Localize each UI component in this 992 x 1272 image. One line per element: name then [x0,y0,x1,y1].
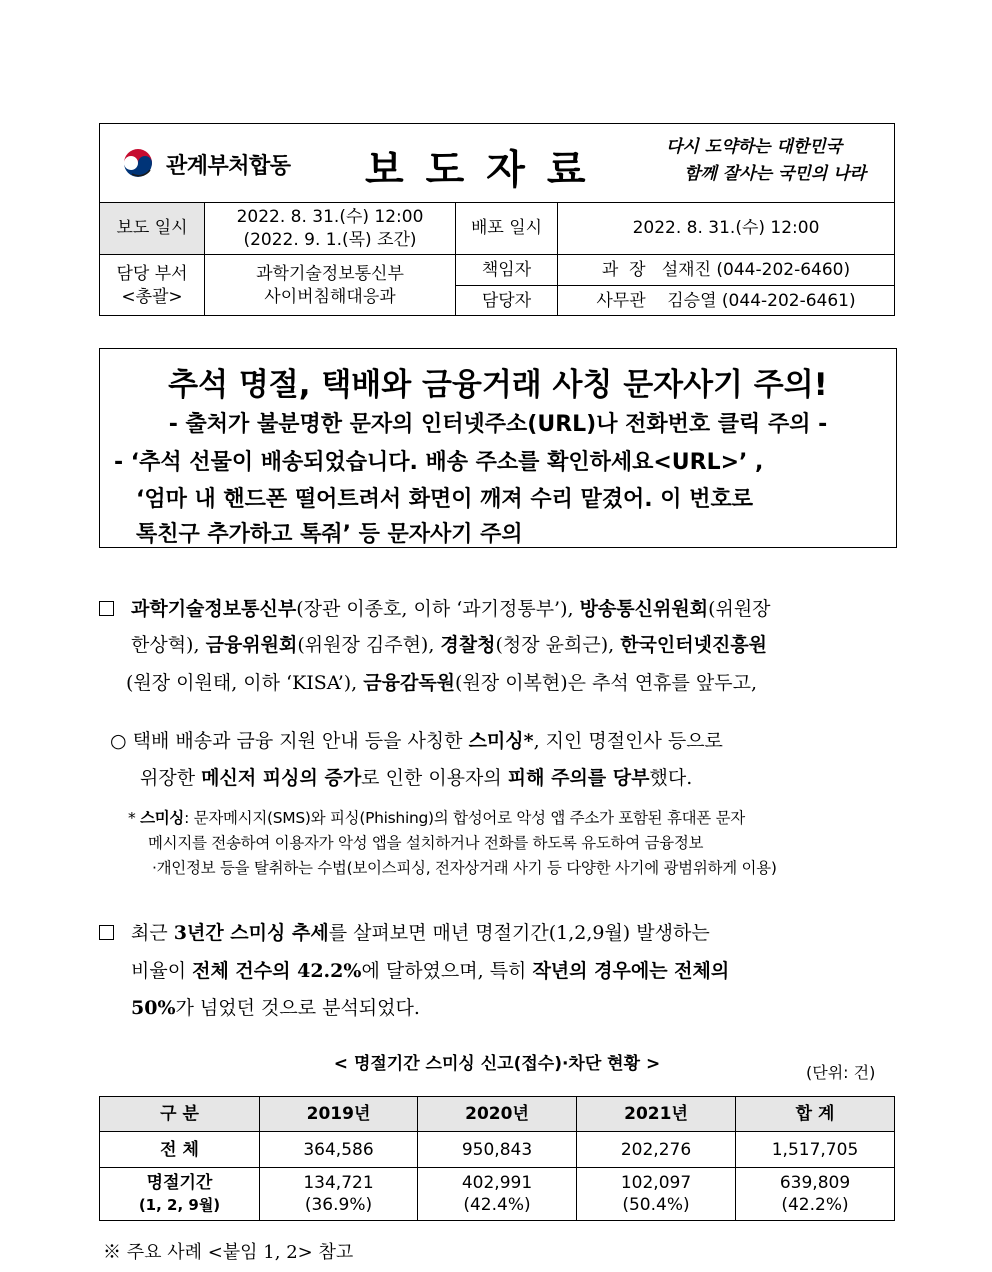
cell-value: 402,991 [461,1173,533,1193]
table-header-cell [260,1097,417,1131]
table-header-cell [418,1097,576,1131]
text-segment: 최근 [131,922,174,944]
header-label: 2021년 [624,1104,688,1124]
distribution-label: 배포 일시 [470,218,543,238]
paragraph-3-line-3 [131,993,420,1020]
paragraph-1-line-1 [131,594,771,621]
table-cell [736,1168,894,1220]
headline-title: 추석 명절, 택배와 금융거래 사칭 문자사기 주의! [168,367,828,403]
table-cell [260,1132,417,1167]
text-segment: 위장한 [140,767,202,789]
row-label-sub: (1, 2, 9월) [138,1196,221,1214]
slogan-line-1: 다시 도약하는 대한민국 [666,137,843,157]
dept-value-cell [205,255,455,316]
text-segment: 한상혁), [131,634,206,656]
paragraph-2-line-1 [110,726,723,753]
paragraph-2-line-2 [140,763,692,790]
text-segment: (청장 윤희근), [495,634,621,656]
footer-reference: ※ 주요 사례 <붙임 1, 2> 참고 [103,1242,354,1263]
table-cell [418,1168,576,1220]
emphasis-text: 피해 주의를 당부 [507,767,650,789]
document-type-title: 보도자료 [365,146,608,193]
press-release-header [99,123,895,316]
paragraph-3-line-2 [131,956,729,983]
manager-value-cell [558,255,894,285]
manager-label-cell [456,255,557,285]
table-row-label [100,1132,259,1167]
text-segment: (원장 이원태, 이하 ‘KISA’), [126,672,364,694]
table-caption: < 명절기간 스미싱 신고(접수)·차단 현황 > [333,1054,661,1074]
text-segment: * [128,809,141,827]
text-segment: (원장 이복현)은 추석 연휴를 앞두고, [455,672,758,694]
organization-name: 관계부처합동 [166,154,291,179]
smishing-term: 스미싱* [468,730,534,752]
cell-value: 364,586 [303,1139,374,1160]
text-segment: 비율이 [131,960,193,982]
dept-label-sub: <총괄> [121,286,183,307]
text-segment: 에 달하였으며, 특히 [361,960,533,982]
agency-fss: 금융감독원 [363,672,456,694]
smishing-stats-table [99,1096,895,1221]
headline-box [99,348,897,548]
table-cell [260,1168,417,1220]
release-label-cell [100,203,204,254]
slogan-line-2: 함께 잘사는 국민의 나라 [684,164,866,184]
staff-value-cell [558,286,894,316]
text-segment: (장관 이종호, 이하 ‘과기정통부’), [296,598,580,620]
footnote-line-3: ·개인정보 등을 탈취하는 수법(보이스피싱, 전자상거래 사기 등 다양한 사기에 광범위하게 이용) [152,859,777,877]
distribution-value-cell [558,203,894,254]
table-row-label [100,1168,259,1220]
distribution-label-cell [456,203,557,254]
manager-label: 책임자 [481,259,532,280]
emphasis-text: 전체 건수의 42.2% [192,960,362,982]
table-header-cell [100,1097,259,1131]
distribution-datetime: 2022. 8. 31.(수) 12:00 [632,218,820,238]
table-cell [736,1132,894,1167]
agency-police: 경찰청 [440,634,496,656]
text-segment: (위원장 김주현), [297,634,441,656]
row-label: 명절기간 [146,1173,213,1193]
header-label: 구 분 [160,1104,199,1124]
cell-ratio: (36.9%) [304,1195,373,1215]
text-segment: (위원장 [708,598,771,620]
headline-example-1: - ‘추석 선물이 배송되었습니다. 배송 주소를 확인하세요<URL>’ , [114,450,764,475]
government-logo-icon [120,146,156,182]
header-label: 합 계 [795,1104,835,1124]
emphasis-text: 작년의 경우에는 전체의 [532,960,730,982]
square-bullet-icon [99,601,114,616]
header-top-row [100,124,894,203]
footnote-line-1 [128,806,745,828]
government-slogan [666,134,882,188]
agency-kcc: 방송통신위원회 [579,598,709,620]
footnote-line-2: 메시지를 전송하여 이용자가 악성 앱을 설치하거나 전화를 하도록 유도하여 금융정보 [148,834,704,852]
headline-subtitle: - 출처가 불분명한 문자의 인터넷주소(URL)나 전화번호 클릭 주의 - [168,412,828,437]
release-edition: (2022. 9. 1.(목) 조간) [243,229,417,250]
text-segment: 했다. [649,767,693,789]
cell-value: 134,721 [303,1173,374,1193]
cell-ratio: (50.4%) [622,1195,690,1215]
division-name: 사이버침해대응과 [264,286,396,307]
cell-value: 639,809 [779,1173,851,1193]
table-cell [577,1132,735,1167]
header-label: 2019년 [306,1104,371,1124]
text-segment: : 문자메시지(SMS)와 피싱(Phishing)의 합성어로 악성 앱 주소가 포함된 휴대폰 문자 [184,809,745,827]
cell-value: 102,097 [620,1173,692,1193]
text-segment: 를 살펴보면 매년 명절기간(1,2,9월) 발생하는 [328,922,710,944]
agency-msit: 과학기술정보통신부 [131,598,297,620]
ministry-name: 과학기술정보통신부 [256,263,404,284]
paragraph-1-line-3 [126,668,757,695]
headline-example-2: ‘엄마 내 핸드폰 떨어트려서 화면이 깨져 수리 맡겼어. 이 번호로 [136,487,753,512]
paragraph-3-line-1 [131,918,710,945]
cell-value: 1,517,705 [771,1139,859,1160]
header-label: 2020년 [465,1104,529,1124]
release-label: 보도 일시 [116,218,188,238]
emphasis-text: 50% [131,997,176,1019]
table-unit: (단위: 건) [806,1063,876,1082]
text-segment: 로 인한 이용자의 [361,767,508,789]
agency-kisa: 한국인터넷진흥원 [620,634,768,656]
release-value-cell [205,203,455,254]
staff-label: 담당자 [481,290,532,311]
text-segment: , 지인 명절인사 등으로 [533,730,723,752]
agency-fsc: 금융위원회 [205,634,298,656]
table-cell [577,1168,735,1220]
emphasis-text: 메신저 피싱의 증가 [201,767,362,789]
dept-label: 담당 부서 [116,263,188,284]
row-label: 전 체 [160,1139,199,1160]
release-datetime: 2022. 8. 31.(수) 12:00 [236,206,424,227]
smishing-term: 스미싱 [140,809,185,827]
dept-label-cell [100,255,204,316]
table-header-cell [736,1097,894,1131]
manager-contact: 과 장 설재진 (044-202-6460) [601,259,851,280]
square-bullet-icon [99,925,114,940]
table-cell [418,1132,576,1167]
cell-ratio: (42.4%) [463,1195,531,1215]
text-segment: 가 넘었던 것으로 분석되었다. [175,997,420,1019]
text-segment: ○ 택배 배송과 금융 지원 안내 등을 사칭한 [110,730,469,752]
headline-example-3: 톡친구 추가하고 톡줘’ 등 문자사기 주의 [136,522,523,547]
cell-value: 202,276 [620,1139,692,1160]
cell-ratio: (42.2%) [781,1195,849,1215]
emphasis-text: 3년간 스미싱 추세 [173,922,329,944]
staff-label-cell [456,286,557,316]
table-header-cell [577,1097,735,1131]
paragraph-1-line-2 [131,630,767,657]
staff-contact: 사무관 김승열 (044-202-6461) [596,290,856,311]
cell-value: 950,843 [461,1139,533,1160]
